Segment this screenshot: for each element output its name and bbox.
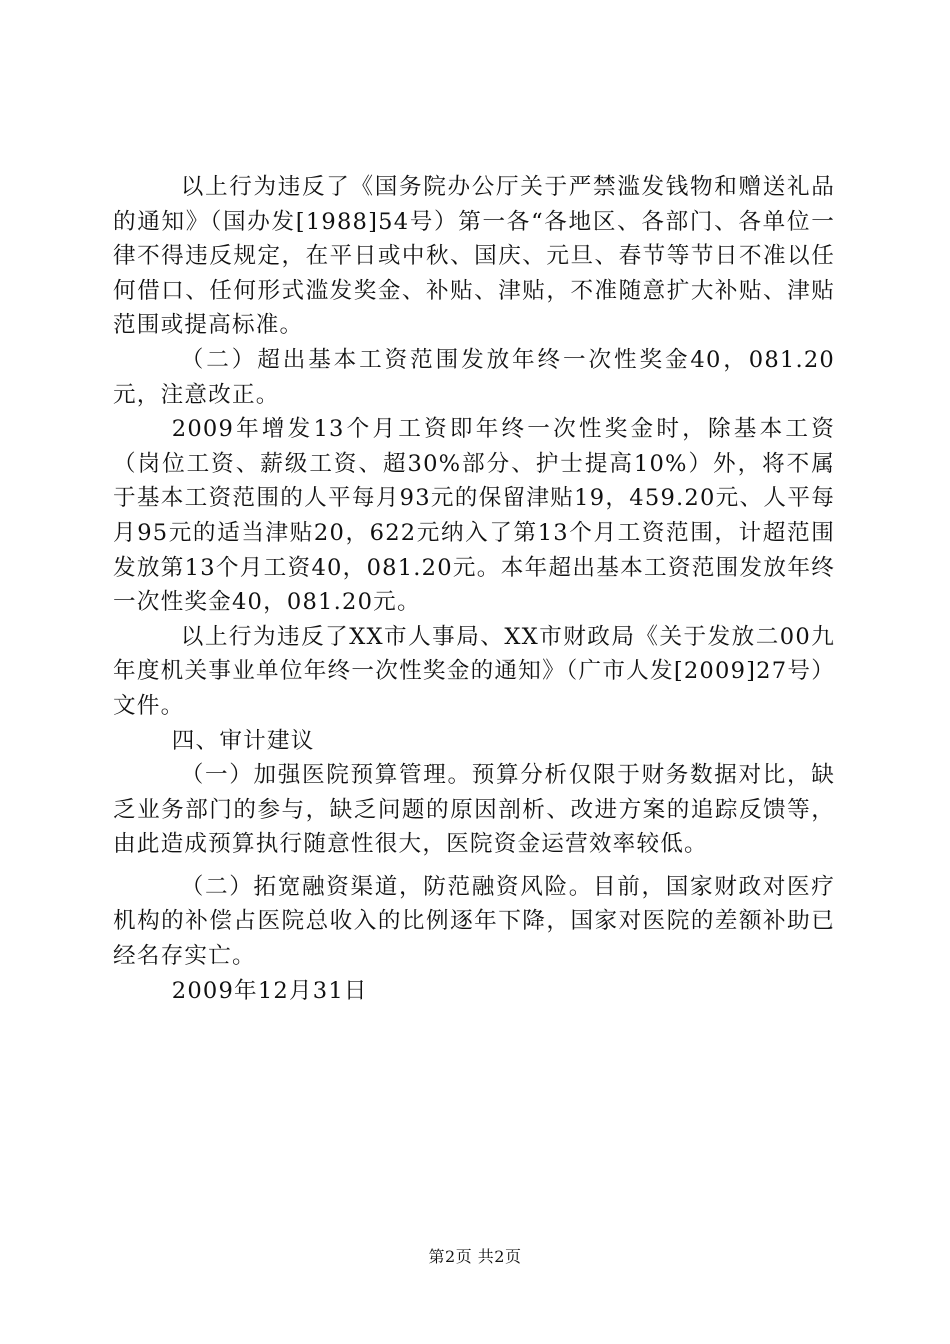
section-heading-audit-suggestions: 四、审计建议: [171, 727, 315, 754]
paragraph-suggestion-financing: （二）拓宽融资渠道，防范融资风险。目前，国家财政对医疗机构的补偿占医院总收入的比例逐年下降，国家对医院的差额补助已经名存实亡。: [113, 873, 835, 970]
paragraph-suggestion-budget: （一）加强医院预算管理。预算分析仅限于财务数据对比，缺乏业务部门的参与，缺乏问题的原因剖析、改进方案的追踪反馈等，由此造成预算执行随意性很大，医院资金运营效率较低。: [113, 762, 835, 858]
page-footer: 第2页 共2页: [428, 1247, 522, 1266]
paragraph-violation-state-council: 以上行为违反了《国务院办公厅关于严禁滥发钱物和赠送礼品的通知》（国办发[1988]54号）第一各“各地区、各部门、各单位一律不得违反规定，在平日或中秋、国庆、元旦、春节等节日不准以任何借口、任何形式滥发奖金、补贴、津贴，不准随意扩大补贴、津贴范围或提高标准。: [113, 174, 835, 339]
paragraph-item-two-bonus: （二）超出基本工资范围发放年终一次性奖金40，081.20元，注意改正。: [113, 346, 835, 408]
paragraph-violation-city-notice: 以上行为违反了XX市人事局、XX市财政局《关于发放二00九年度机关事业单位年终一次性奖金的通知》（广市人发[2009]27号）文件。: [113, 623, 835, 719]
paragraph-2009-wage-details: 2009年增发13个月工资即年终一次性奖金时，除基本工资（岗位工资、薪级工资、超30%部分、护士提高10%）外，将不属于基本工资范围的人平每月93元的保留津贴19，459.20元、人平每月95元的适当津贴20，622元纳入了第13个月工资范围，计超范围发放第13个月工资40，081.20元。本年超出基本工资范围发放年终一次性奖金40，081.20元。: [113, 416, 835, 616]
document-body: [113, 170, 835, 1008]
document-date: 2009年12月31日: [171, 977, 368, 1004]
